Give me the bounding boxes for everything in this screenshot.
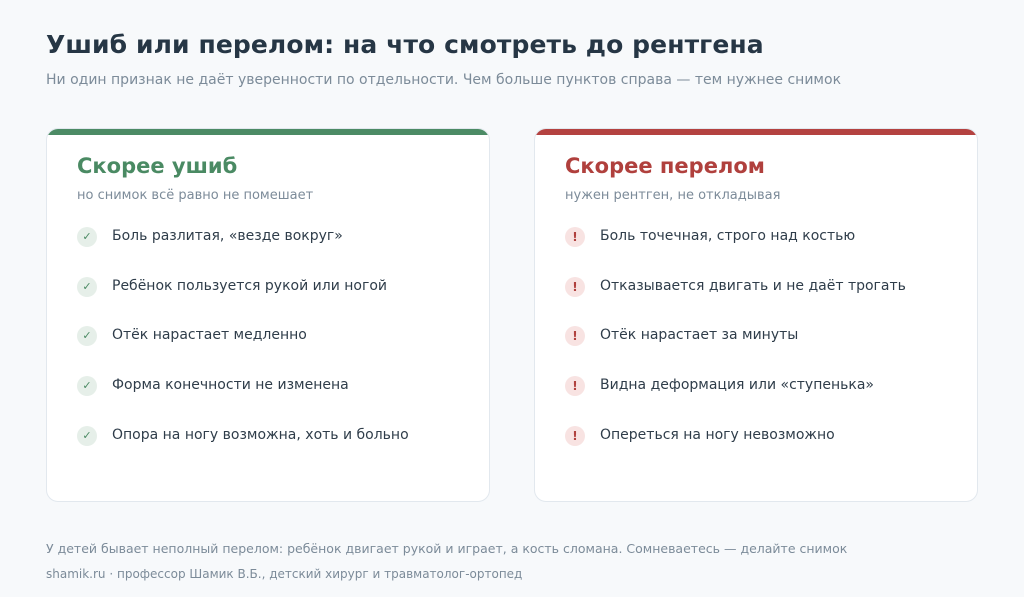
warning-icon: ! (565, 376, 585, 396)
page (46, 0, 978, 597)
bruise-card (46, 128, 490, 502)
comparison-cards (46, 128, 978, 502)
bruise-sign-text: Опора на ногу возможна, хоть и больно (112, 426, 409, 443)
check-icon: ✓ (77, 326, 97, 346)
warning-icon: ! (565, 277, 585, 297)
warning-icon: ! (565, 326, 585, 346)
fracture-accent-bar (535, 129, 977, 135)
bruise-card-title: Скорее ушиб (77, 154, 238, 178)
page-subtitle: Ни один признак не даёт уверенности по отдельности. Чем больше пунктов справа — тем нужнее снимок (46, 72, 842, 88)
warning-icon: ! (565, 426, 585, 446)
fracture-card (534, 128, 978, 502)
bruise-sign-text: Форма конечности не изменена (112, 377, 349, 394)
fracture-card-subtitle: нужен рентген, не откладывая (565, 188, 781, 203)
bruise-card-subtitle: но снимок всё равно не помешает (77, 188, 314, 203)
fracture-sign-text: Отказывается двигать и не даёт трогать (600, 277, 906, 294)
fracture-card-title: Скорее перелом (565, 154, 765, 178)
check-icon: ✓ (77, 277, 97, 297)
bruise-sign-text: Ребёнок пользуется рукой или ногой (112, 277, 387, 294)
fracture-sign-text: Опереться на ногу невозможно (600, 426, 835, 443)
warning-icon: ! (565, 227, 585, 247)
page-title: Ушиб или перелом: на что смотреть до рентгена (46, 30, 764, 59)
check-icon: ✓ (77, 227, 97, 247)
check-icon: ✓ (77, 426, 97, 446)
footer-source: shamik.ru · профессор Шамик В.Б., детский хирург и травматолог-ортопед (46, 567, 523, 581)
bruise-sign-text: Отёк нарастает медленно (112, 327, 307, 344)
bruise-accent-bar (47, 129, 489, 135)
footer-note: У детей бывает неполный перелом: ребёнок двигает рукой и играет, а кость сломана. Сомневаетесь — делайте снимок (46, 541, 848, 556)
check-icon: ✓ (77, 376, 97, 396)
bruise-sign-text: Боль разлитая, «везде вокруг» (112, 228, 343, 244)
fracture-sign-text: Отёк нарастает за минуты (600, 327, 799, 344)
fracture-sign-text: Боль точечная, строго над костью (600, 228, 856, 244)
fracture-sign-text: Видна деформация или «ступенька» (600, 377, 874, 394)
